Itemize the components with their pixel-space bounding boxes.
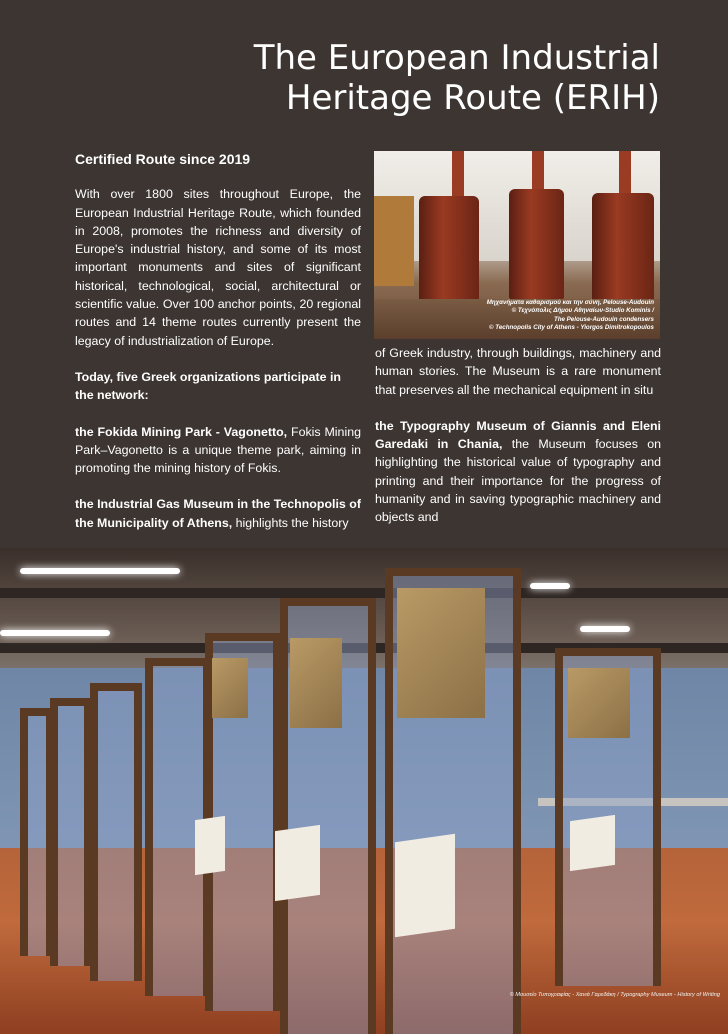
bottom-photo-caption: © Μουσείο Τυπογραφίας - Χανιά Γαρεδάκη / Typography Museum - History of Writing: [509, 992, 720, 998]
photo-caption-line: © Τεχνόπολις Δήμου Αθηναίων-Studio Kominis /: [511, 307, 654, 315]
exhibit-board: [212, 658, 248, 718]
ceiling-light: [20, 568, 180, 574]
title-line-2: Heritage Route (ERIH): [285, 78, 660, 118]
item-gas-museum-text: highlights the history: [232, 515, 349, 530]
item-typography-museum-name: the Typography Museum of Giannis and Eleni Garedaki in Chania,: [375, 418, 661, 452]
display-frame: [20, 708, 54, 956]
photo-panel: [374, 196, 414, 286]
gas-museum-continued: of Greek industry, through buildings, machinery and human stories. The Museum is a rare monument that preserves all the mechanical equipment in situ: [375, 346, 661, 397]
ceiling-light: [580, 626, 630, 632]
photo-caption: [414, 299, 654, 333]
photo-caption-line: The Pelouse-Audouin condensers: [553, 315, 654, 323]
display-frame: [50, 698, 92, 966]
exhibit-paper: [275, 825, 320, 901]
left-text-column: [75, 150, 361, 550]
item-fokida-name: the Fokida Mining Park - Vagonetto,: [75, 424, 288, 439]
item-fokida-text: Fokis Mining Park–Vagonetto is a unique theme park, aiming in promoting the mining history of Fokis.: [75, 424, 361, 476]
photo-tank: [509, 189, 564, 299]
participants-lead: Today, five Greek organizations participate in the network:: [75, 369, 342, 403]
exhibit-paper: [195, 816, 225, 875]
item-gas-museum: [75, 495, 361, 532]
exhibit-board: [568, 668, 630, 738]
item-fokida: [75, 423, 361, 478]
exhibit-board: [397, 588, 485, 718]
page-title: [100, 38, 660, 118]
photo-caption-line: © Technopolis City of Athens - Yiorgos Dimitrokopoulos: [489, 324, 654, 332]
photo-caption-line: Μηχανήματα καθαρισμού και την σύνη, Pelouse-Audouin: [486, 298, 654, 306]
title-line-1: The European Industrial: [253, 38, 660, 78]
ceiling-beam: [0, 588, 728, 598]
ceiling-light: [530, 583, 570, 589]
ceiling-light: [0, 630, 110, 636]
item-typography-museum: [375, 417, 661, 527]
photo-tank: [592, 193, 654, 303]
section-heading: Certified Route since 2019: [75, 151, 251, 167]
right-text-column: [375, 344, 661, 545]
typography-museum-photo: [0, 548, 728, 1034]
item-typography-museum-text: the Museum focuses on highlighting the historical value of typography and printing and their importance for the progress of humanity and in saving typographic machinery and objects and: [375, 437, 662, 525]
photo-tank: [419, 196, 479, 311]
exhibit-paper: [570, 815, 615, 871]
exhibit-paper: [395, 834, 455, 937]
gas-museum-photo: [374, 151, 660, 339]
exhibit-board: [290, 638, 342, 728]
intro-paragraph: With over 1800 sites throughout Europe, the European Industrial Heritage Route, which founded in 2008, promotes the richness and diversity of Europe's industrial history, and some of its most important monuments and sites of significant historical, technological, social, architectural or scientific value. Over 100 anchor points, 20 regional routes and 14 theme routes currently present the legacy of industrialization of Europe.: [75, 187, 361, 348]
display-frame: [90, 683, 142, 981]
item-gas-museum-name: the Industrial Gas Museum in the Technopolis of the Municipality of Athens,: [75, 497, 361, 530]
